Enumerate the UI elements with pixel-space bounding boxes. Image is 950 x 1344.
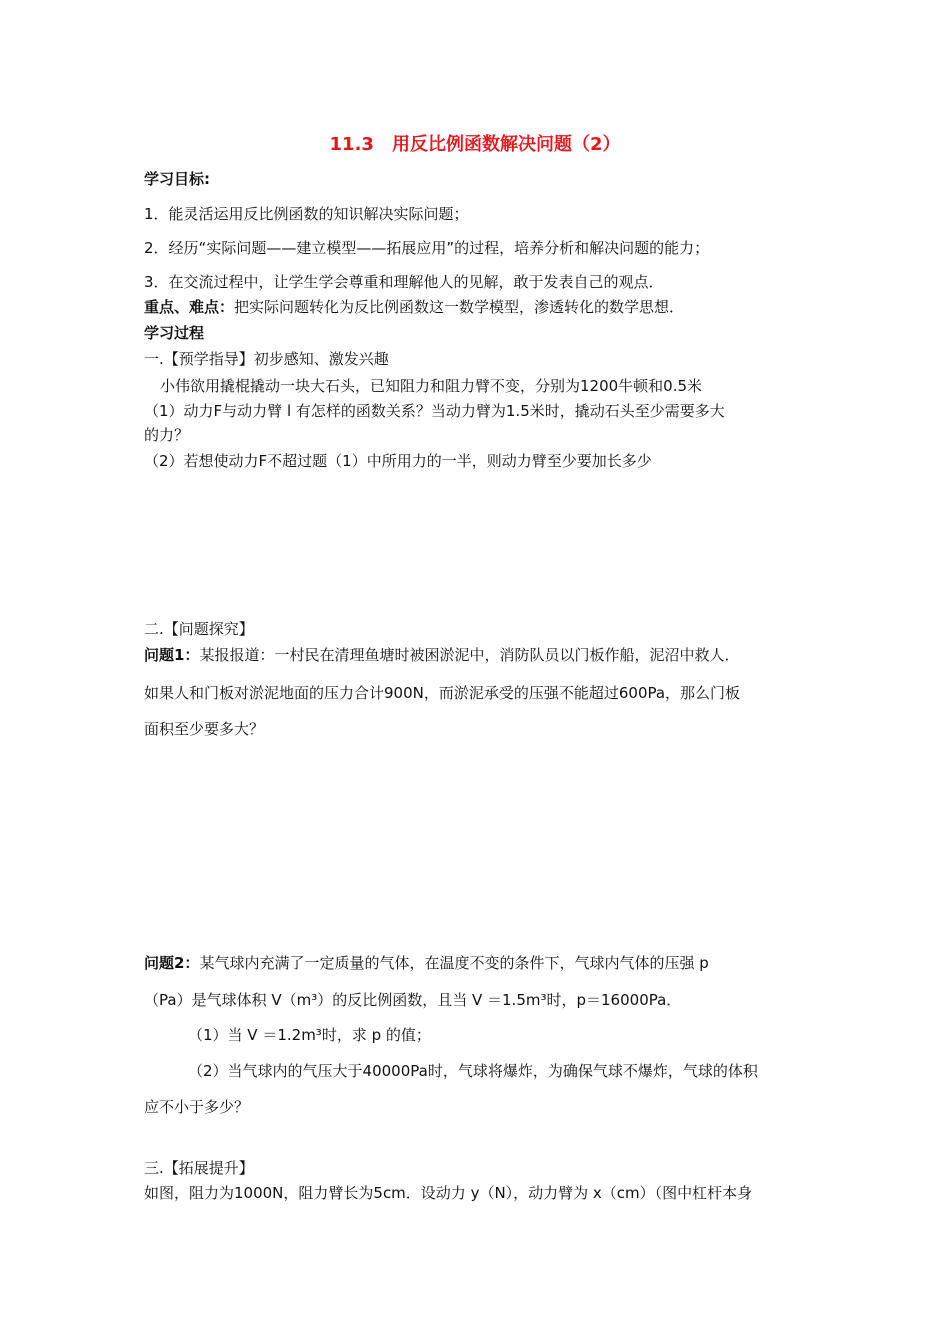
section2-heading: 二.【问题探究】 — [144, 620, 254, 638]
keypoints-text: 把实际问题转化为反比例函数这一数学模型，渗透转化的数学思想． — [234, 298, 685, 316]
goal-item-2: 2．经历“实际问题——建立模型——拓展应用”的过程，培养分析和解决问题的能力； — [144, 239, 710, 257]
problem2-line1 — [144, 952, 814, 974]
section3-line1: 如图，阻力为1000N，阻力臂长为5cm．设动力 y（N），动力臂为 x（cm）（图中杠杆本身 — [144, 1184, 753, 1202]
page-title: 11.3 用反比例函数解决问题（2） — [329, 134, 621, 155]
problem1-line2: 如果人和门板对淤泥地面的压力合计900N，而淤泥承受的压强不能超过600Pa，那么门板 — [144, 684, 741, 702]
problem1-line3: 面积至少要多大？ — [144, 720, 265, 738]
section1-q1-line2: 的力？ — [144, 426, 190, 444]
keypoints-label: 重点、难点： — [144, 298, 235, 316]
goals-heading: 学习目标: — [144, 170, 210, 188]
section1-intro: 小伟欲用撬棍撬动一块大石头，已知阻力和阻力臂不变，分别为1200牛顿和0.5米 — [160, 377, 703, 395]
section1-heading: 一.【预学指导】初步感知、激发兴趣 — [144, 350, 389, 368]
problem1-text: 某报报道：一村民在清理鱼塘时被困淤泥中，消防队员以门板作船，泥沼中救人． — [199, 646, 740, 664]
goal-item-1: 1．能灵活运用反比例函数的知识解决实际问题； — [144, 205, 469, 223]
section1-q2: （2）若想使动力F不超过题（1）中所用力的一半，则动力臂至少要加长多少 — [144, 452, 652, 470]
section3-heading: 三.【拓展提升】 — [144, 1159, 254, 1177]
goal-item-3: 3．在交流过程中，让学生学会尊重和理解他人的见解，敢于发表自己的观点． — [144, 273, 664, 291]
problem1-line1 — [144, 644, 814, 666]
problem2-line2: （Pa）是气球体积 V（m³）的反比例函数，且当 V ＝1.5m³时，p＝16000Pa． — [144, 991, 682, 1009]
section1-q1-line1: （1）动力F与动力臂 l 有怎样的函数关系？当动力臂为1.5米时，撬动石头至少需要多大 — [144, 402, 725, 420]
problem2-q2-line2: 应不小于多少？ — [144, 1098, 250, 1116]
problem2-text: 某气球内充满了一定质量的气体，在温度不变的条件下，气球内气体的压强 p — [199, 954, 709, 972]
process-heading: 学习过程 — [144, 324, 205, 342]
problem2-q2-line1: （2）当气球内的气压大于40000Pa时，气球将爆炸，为确保气球不爆炸，气球的体积 — [188, 1062, 758, 1080]
problem1-label: 问题1： — [144, 646, 200, 664]
problem2-q1: （1）当 V ＝1.2m³时，求 p 的值； — [188, 1026, 431, 1044]
problem2-label: 问题2： — [144, 954, 200, 972]
keypoints-line — [144, 296, 814, 318]
